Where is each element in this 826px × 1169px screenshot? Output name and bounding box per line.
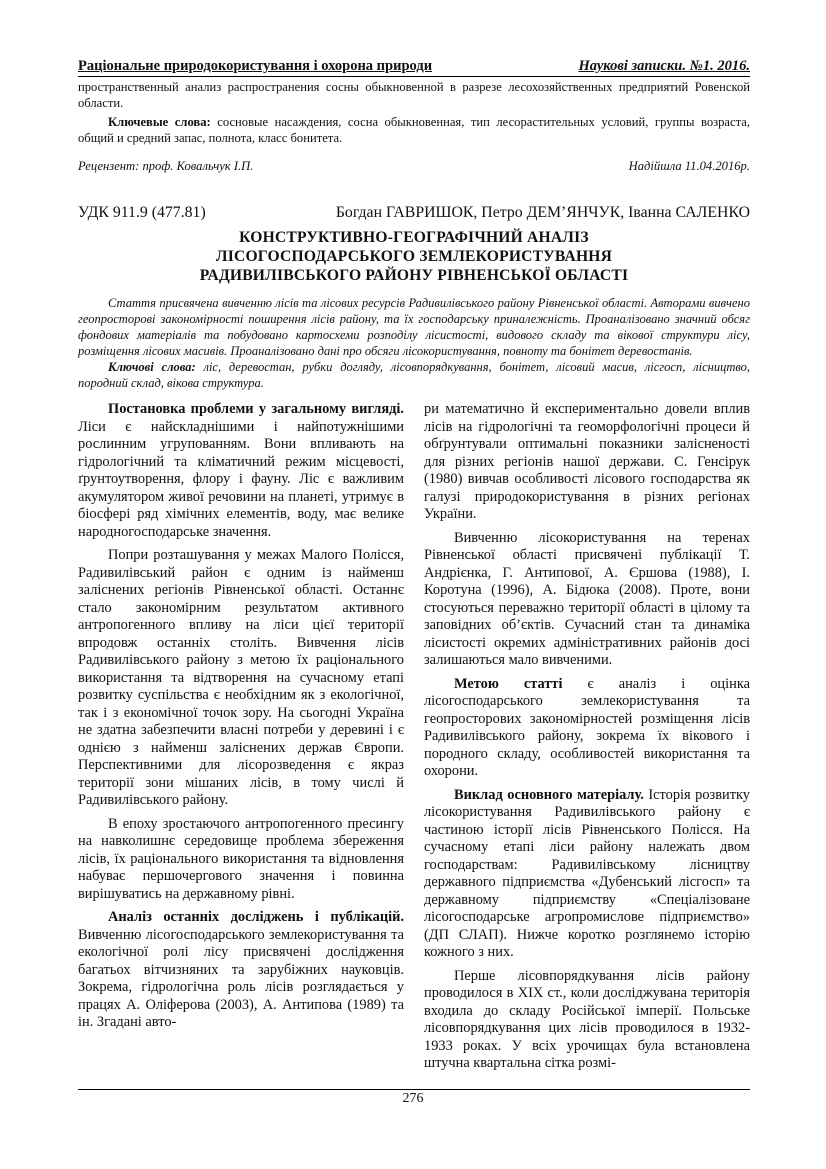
title-line-2: ЛІСОГОСПОДАРСЬКОГО ЗЕМЛЕКОРИСТУВАННЯ: [215, 248, 613, 265]
keywords: [78, 359, 750, 391]
udk-code: УДК 911.9 (477.81): [78, 204, 206, 221]
title-line-1: КОНСТРУКТИВНО-ГЕОГРАФІЧНИЙ АНАЛІЗ: [239, 229, 589, 246]
udk-authors-line: [78, 204, 750, 222]
text-aim: є аналіз і оцінка лісогосподарського землекористування та геопросторових закономірностей розміщення лісів Радивилівського району, зокрема їх вікового і породного складу, особливостей використання та охорони.: [424, 675, 750, 779]
paragraph-location: Попри розташування у межах Малого Полісся, Радивилівський район є одним із найменш заліснених регіонів Рівненської області. Останнє стало закономірним результатом активного антропогенного впливу на ліси цієї території впродовж останніх століть. Вивчення лісів Радивилівського району з метою їх раціонального використання та відтворення на сучасному етапі розвитку суспільства є необхідним як з екологічної, так і з економічної точок зору. На сьогодні Україна не здатна забезпечити власні потреби у деревині і є однією з найменш заліснених держав Європи. Перспективними для лісорозведення є якраз території зони мішаних лісів, в тому числі й Радивилівського району.: [78, 547, 404, 808]
text-problem: Ліси є найскладнішими і найпотужнішими рослинним угрупованням. Вони впливають на гідрологічний та кліматичний режим місцевості, ґрунтоутворення, флору і фауну. Ліс є важливим акумулятором живої речовини на планеті, утримує в біосфері ряд хімічних елементів, воду, має велике народногосподарське значення.: [78, 418, 404, 540]
paragraph-aim: [424, 676, 750, 781]
russian-keywords-label: Ключевые слова:: [108, 115, 211, 129]
reviewer: Рецензент: проф. Ковальчук І.П.: [78, 159, 254, 173]
keywords-text: ліс, деревостан, рубки догляду, лісовпорядкування, бонітет, лісовий масив, лісгосп, лісництво, породний склад, вікова структура.: [78, 360, 750, 390]
russian-summary-end: пространственный анализ распространения сосны обыкновенной в разрезе лесохозяйственных предприятий Ровенской области.: [78, 80, 750, 110]
authors: Богдан ГАВРИШОК, Петро ДЕМ’ЯНЧУК, Іванна САЛЕНКО: [335, 204, 750, 221]
russian-keywords-text: сосновые насаждения, сосна обыкновенная, тип лесорастительных условий, группы возраста, общий и средний запас, полнота, класс бонитета.: [78, 115, 750, 145]
text-main: Історія розвитку лісокористування Радивилівського району є частиною історії лісів Рівненського Полісся. На сучасному етапі ліси району належать двом господарствам: Радивилівському лісництву державного підприємства «Дубенський лісгосп» та державному підприємству «Спеціалізоване лісогосподарське агропромислове підприємство» (ДП СЛАП). Нижче коротко розглянемо історію кожного з них.: [424, 786, 751, 960]
heading-problem: Постановка проблеми у загальному вигляді.: [108, 401, 404, 417]
journal-issue: Наукові записки. №1. 2016.: [578, 58, 750, 74]
body-columns: [78, 401, 750, 1073]
page-number: 276: [402, 1091, 424, 1106]
right-column: [424, 401, 750, 1073]
title-line-3: РАДИВИЛІВСЬКОГО РАЙОНУ РІВНЕНСЬКОЇ ОБЛАСТІ: [199, 267, 629, 284]
russian-keywords: [78, 114, 750, 146]
page: [78, 58, 750, 1073]
footer-rule: [78, 1089, 750, 1090]
journal-section: Раціональне природокористування і охорона природи: [78, 58, 433, 74]
keywords-label: Ключові слова:: [108, 360, 196, 374]
left-column: [78, 401, 404, 1073]
heading-literature: Аналіз останніх досліджень і публікацій.: [108, 909, 404, 925]
text-literature: Вивченню лісогосподарського землекористування та екологічної ролі лісу присвячені дослідження багатьох вітчизняних та зарубіжних науковців. Зокрема, гідрологічна роль лісів розглядається у працях А. Оліферова (2003), А. Антипова (1989) та ін. Згадані авто-: [78, 926, 404, 1030]
review-line: [78, 159, 750, 174]
paragraph-history: Перше лісовпорядкування лісів району проводилося в ХІХ ст., коли досліджувана територія входила до складу Російської імперії. Польське лісовпорядкування цих лісів проводилося в 1932-1933 роках. У всіх урочищах була встановлена штучна квартальна сітка розмі-: [424, 967, 750, 1071]
abstract: Стаття присвячена вивченню лісів та лісових ресурсів Радивилівського району Рівненської області. Авторами вивчено геопросторові закономірності поширення лісів району, та їх господарську приналежність. Проаналізовано значний обсяг фондових матеріалів та побудовано картосхеми розподілу лісистості, видового складу та вікової структури лісу, розміщення лісових масивів. Проаналізовано дані про обсяги лісокористування, повноту та бонітет деревостанів.: [78, 296, 750, 358]
received-date: Надійшла 11.04.2016р.: [628, 159, 750, 173]
paragraph-problem: [78, 401, 404, 541]
paragraph-rivne-studies: Вивченню лісокористування на теренах Рівненської області присвячені публікації Т. Андрієнка, Г. Антипової, А. Єршова (1988), І. Коротуна (1996), А. Бідюка (2008). Проте, вони стосуються переважно території області в цілому та заповідних об’єктів. Сучасний стан та динаміка лісистості окремих адміністративних районів досі залишаються мало вивченими.: [424, 529, 750, 668]
article-title: [78, 228, 750, 285]
heading-aim: Метою статті: [454, 675, 563, 692]
heading-main: Виклад основного матеріалу.: [454, 786, 644, 803]
paragraph-main: [424, 787, 750, 962]
paragraph-literature-cont: ри математично й експериментально довели вплив лісів на гідрологічні та геоморфологічні процеси й обґрунтували оптимальні показники залісненості для різних регіонів нашої держави. С. Генсірук (1980) вивчав особливості лісового господарства як галузі природокористування в різних регіонах України.: [424, 401, 750, 522]
paragraph-pressure: В епоху зростаючого антропогенного пресингу на навколишнє середовище проблема збереження лісів, їх раціонального використання та відновлення набуває першочергового значення і повинна вирішуватись на державному рівні.: [78, 815, 404, 902]
paragraph-literature: [78, 909, 404, 1032]
running-header: [78, 58, 750, 77]
